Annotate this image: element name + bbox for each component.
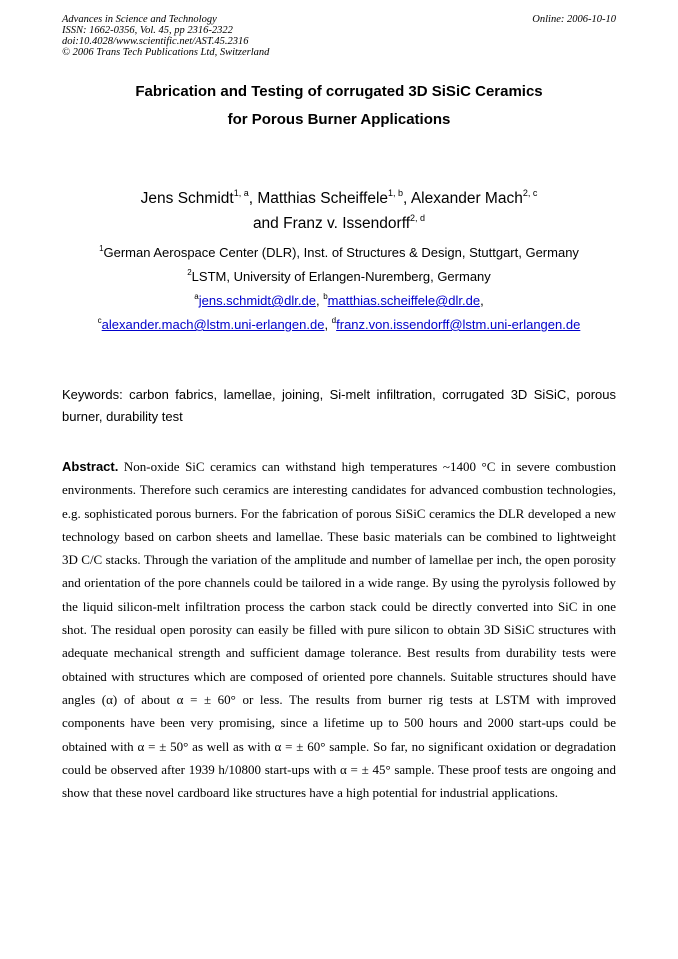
abstract-paragraph [62,455,616,804]
affiliation-superscript: 2 [187,268,192,277]
affiliation-superscript: 1 [99,244,104,253]
email-separator: , [324,317,332,332]
title-line-2: for Porous Burner Applications [227,111,451,128]
abstract-text: Non-oxide SiC ceramics can withstand high temperatures ~1400 °C in severe combustion environments. Therefore such ceramics are interesting candidates for advanced combustion technologies, e.g. sophisticated porous burners. For the fabrication of porous SiSiC ceramics the DLR developed a new technology based on carbon sheets and lamellae. These basic materials can be combined to lightweight 3D C/C stacks. Through the variation of the amplitude and number of lamellae per inch, the open porosity and orientation of the pore channels could be tailored in a wide range. By using the pyrolysis followed by the liquid silicon-melt infiltration process the carbon stack could be directly converted into SiC in one shot. The residual open porosity can easily be filled with pure silicon to obtain 3D SiSiC structures with adequate mechanical strength and sufficient damage tolerance. Best results from durability tests were obtained with structures which are composed of oriented pore channels. Suitable structures should have angles (α) of about α = ± 60° or less. The results from burner rig tests at LSTM with improved components have been very promising, since a lifetime up to 500 hours and 2000 start-ups could be obtained with α = ± 50° as well as with α = ± 60° sample. So far, no significant oxidation or degradation could be observed after 1939 h/10800 start-ups with α = ± 45° sample. These proof tests are ongoing and show that these novel cardboard like structures have a high potential for industrial applications. [62,459,616,801]
author-superscript: 1, b [388,188,404,198]
email-link[interactable]: alexander.mach@lstm.uni-erlangen.de [101,317,325,332]
authors-line-2 [0,211,678,236]
authors-line-1 [0,186,678,211]
doi-line: doi:10.4028/www.scientific.net/AST.45.2316 [62,36,249,47]
email-link[interactable]: matthias.scheiffele@dlr.de [327,293,481,308]
author-superscript: 2, d [410,213,426,223]
author-name: Jens Schmidt [140,190,234,207]
email-link[interactable]: jens.schmidt@dlr.de [198,293,316,308]
affiliation-2 [0,269,678,285]
email-line-1 [0,293,678,309]
journal-name: Advances in Science and Technology [62,14,217,25]
email-superscript: d [331,316,337,325]
email-superscript: b [323,292,328,301]
author-name: and Franz v. Issendorff [252,215,411,232]
author-separator: , [248,190,258,207]
author-superscript: 1, a [233,188,249,198]
email-superscript: a [194,292,199,301]
author-list [0,186,678,236]
abstract-label: Abstract. [62,459,119,474]
affiliation-text: LSTM, University of Erlangen-Nuremberg, Germany [191,269,491,284]
keywords-paragraph: Keywords: carbon fabrics, lamellae, joining, Si-melt infiltration, corrugated 3D SiSiC, porous burner, durability test [62,387,616,424]
author-name: Matthias Scheiffele [257,190,389,207]
email-link[interactable]: franz.von.issendorff@lstm.uni-erlangen.de [336,317,581,332]
email-separator: , [480,293,484,308]
email-superscript: c [97,316,102,325]
author-separator: , [403,190,411,207]
email-separator: , [315,293,324,308]
copyright-line: © 2006 Trans Tech Publications Ltd, Switzerland [62,47,270,58]
affiliation-text: German Aerospace Center (DLR), Inst. of Structures & Design, Stuttgart, Germany [103,245,579,260]
online-date: Online: 2006-10-10 [532,14,616,25]
journal-header [62,14,616,58]
paper-title [0,78,678,134]
issn-line: ISSN: 1662-0356, Vol. 45, pp 2316-2322 [62,25,233,36]
email-line-2 [0,317,678,333]
title-line-1: Fabrication and Testing of corrugated 3D SiSiC Ceramics [135,83,543,100]
author-superscript: 2, c [522,188,538,198]
author-name: Alexander Mach [410,190,523,207]
affiliation-1 [0,245,678,261]
